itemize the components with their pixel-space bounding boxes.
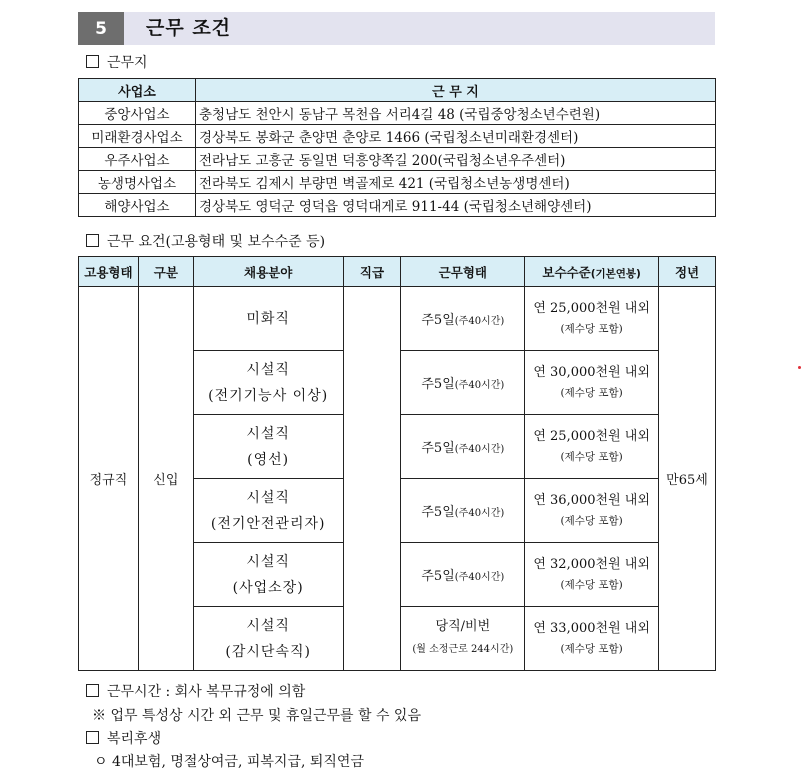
pay-amount: 연 25,000천원 내외 — [533, 300, 650, 316]
header-office: 사업소 — [79, 79, 196, 102]
conditions-table — [78, 256, 716, 671]
workplace-table — [78, 78, 716, 217]
shift-main: 주5일 — [421, 505, 455, 520]
pay-note: (제수당 포함) — [560, 514, 623, 527]
section-title: 근무 조건 — [146, 17, 232, 39]
field-detail: (감시단속직) — [225, 643, 311, 660]
header-category: 구분 — [138, 257, 193, 287]
table-header-row — [79, 257, 716, 287]
header-retire: 정년 — [659, 257, 716, 287]
welfare-item: ㅇ 4대보험, 명절상여금, 피복지급, 퇴직연금 — [94, 754, 364, 770]
office-name: 해양사업소 — [79, 194, 196, 217]
section-header — [78, 12, 715, 45]
shift-note: (주40시간) — [454, 508, 505, 519]
office-name: 우주사업소 — [79, 148, 196, 171]
welfare-heading-text: 복리후생 — [107, 731, 162, 747]
pay-amount: 연 33,000천원 내외 — [533, 620, 650, 636]
field-detail: (전기안전관리자) — [210, 515, 326, 532]
checkbox-icon — [86, 731, 99, 744]
field-name: 시설직 — [246, 361, 290, 378]
field-cell — [193, 287, 343, 351]
header-pay — [525, 257, 659, 287]
field-cell — [193, 351, 343, 415]
table-row — [79, 148, 716, 171]
field-detail: (전기기능사 이상) — [208, 387, 329, 404]
field-name: 시설직 — [246, 617, 290, 634]
table-row — [79, 102, 716, 125]
shift-cell — [401, 543, 525, 607]
field-detail: (사업소장) — [232, 579, 304, 596]
header-pay-main: 보수수준 — [542, 264, 591, 280]
pay-amount: 연 32,000천원 내외 — [533, 556, 650, 572]
shift-cell — [401, 607, 525, 671]
workplace-heading-text: 근무지 — [107, 55, 148, 71]
shift-main: 당직/비번 — [435, 619, 491, 634]
office-address: 경상북도 봉화군 춘양면 춘양로 1466 (국립청소년미래환경센터) — [196, 125, 716, 148]
shift-note: (주40시간) — [454, 444, 505, 455]
pay-cell — [525, 287, 659, 351]
checkbox-icon — [86, 684, 99, 697]
workplace-heading — [86, 52, 148, 72]
pay-amount: 연 25,000천원 내외 — [533, 428, 650, 444]
pay-cell — [525, 415, 659, 479]
checkbox-icon — [86, 55, 99, 68]
pay-note: (제수당 포함) — [560, 578, 623, 591]
red-dot-mark — [798, 366, 801, 369]
header-rank: 직급 — [343, 257, 401, 287]
header-pay-note: (기본연봉) — [590, 267, 641, 280]
shift-cell — [401, 415, 525, 479]
shift-note: (주40시간) — [454, 380, 505, 391]
field-name: 시설직 — [246, 489, 290, 506]
office-name: 농생명사업소 — [79, 171, 196, 194]
shift-main: 주5일 — [421, 569, 455, 584]
table-row — [79, 125, 716, 148]
header-employment: 고용형태 — [79, 257, 139, 287]
shift-note: (주40시간) — [454, 572, 505, 583]
field-cell — [193, 607, 343, 671]
hours-line-text: 근무시간 : 회사 복무규정에 의함 — [107, 684, 306, 700]
pay-amount: 연 36,000천원 내외 — [533, 492, 650, 508]
pay-note: (제수당 포함) — [560, 386, 623, 399]
pay-note: (제수당 포함) — [560, 450, 623, 463]
welfare-heading — [86, 728, 161, 748]
field-cell — [193, 415, 343, 479]
field-cell — [193, 479, 343, 543]
field-name: 미화직 — [246, 310, 290, 327]
conditions-heading-text: 근무 요건(고용형태 및 보수수준 등) — [107, 234, 326, 250]
field-cell — [193, 543, 343, 607]
category-value: 신입 — [138, 287, 193, 671]
pay-amount: 연 30,000천원 내외 — [533, 364, 650, 380]
shift-main: 주5일 — [421, 313, 455, 328]
shift-main: 주5일 — [421, 377, 455, 392]
pay-cell — [525, 543, 659, 607]
office-name: 중앙사업소 — [79, 102, 196, 125]
checkbox-icon — [86, 234, 99, 247]
hours-line — [86, 681, 305, 701]
header-shift: 근무형태 — [401, 257, 525, 287]
field-name: 시설직 — [246, 425, 290, 442]
note-line: ※ 업무 특성상 시간 외 근무 및 휴일근무를 할 수 있음 — [92, 708, 421, 724]
employment-value: 정규직 — [79, 287, 139, 671]
table-row — [79, 194, 716, 217]
retire-value: 만65세 — [659, 287, 716, 671]
table-row — [79, 171, 716, 194]
shift-cell — [401, 479, 525, 543]
office-address: 전라남도 고흥군 동일면 덕흥양쪽길 200(국립청소년우주센터) — [196, 148, 716, 171]
header-field: 채용분야 — [193, 257, 343, 287]
shift-note: (월 소정근로 244시간) — [412, 644, 514, 655]
header-address: 근 무 지 — [196, 79, 716, 102]
pay-cell — [525, 351, 659, 415]
rank-cell — [343, 287, 401, 671]
pay-cell — [525, 607, 659, 671]
pay-note: (제수당 포함) — [560, 642, 623, 655]
shift-cell — [401, 287, 525, 351]
office-address: 충청남도 천안시 동남구 목천읍 서리4길 48 (국립중앙청소년수련원) — [196, 102, 716, 125]
office-name: 미래환경사업소 — [79, 125, 196, 148]
office-address: 전라북도 김제시 부량면 벽골제로 421 (국립청소년농생명센터) — [196, 171, 716, 194]
office-address: 경상북도 영덕군 영덕읍 영덕대게로 911-44 (국립청소년해양센터) — [196, 194, 716, 217]
field-name: 시설직 — [246, 553, 290, 570]
pay-note: (제수당 포함) — [560, 322, 623, 335]
section-number: 5 — [78, 12, 124, 45]
shift-cell — [401, 351, 525, 415]
table-header-row — [79, 79, 716, 102]
conditions-heading — [86, 231, 325, 251]
shift-main: 주5일 — [421, 441, 455, 456]
pay-cell — [525, 479, 659, 543]
table-row — [79, 287, 716, 351]
field-detail: (영선) — [247, 451, 290, 468]
shift-note: (주40시간) — [454, 316, 505, 327]
